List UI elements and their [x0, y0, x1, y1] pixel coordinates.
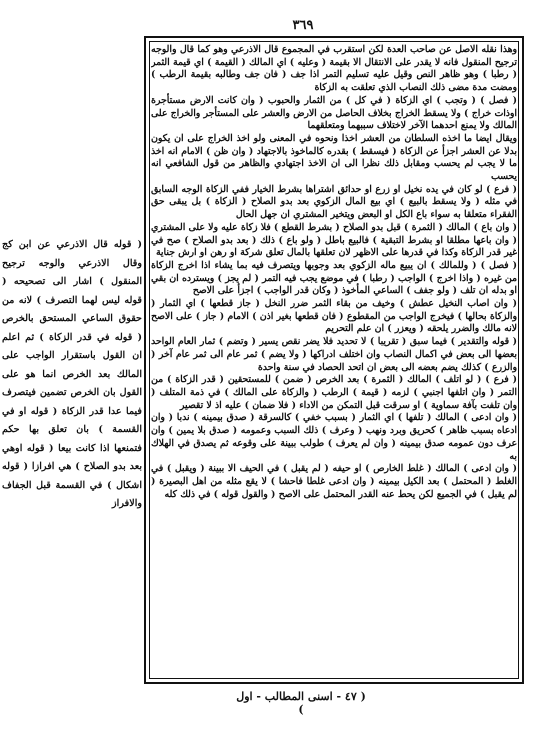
- main-paragraph: وهذا نقله الاصل عن صاحب العدة لكن استقرب في المجموع قال الاذرعي وهو كما قال والوجه ترجيح المنقول فانه لا يقدر على الانتقال الا بقيمة ( وعليه ) اي المالك ( القيمة ) اي قيمة الثمر ( رطبا ) وهو ظاهر النص وقيل عليه تسليم التمر اذا جف ( فان جف وطالبه بقيمة الرطب ) ومضت مدة مضى ذلك النصاب الذي تعلقت به الزكاة: [151, 44, 517, 94]
- main-paragraph: ( وان باع ) المالك ( الثمرة ) قبل بدو الصلاح ( بشرط القطع ) فلا زكاة عليه ولا على المشتري ( وان باعها مطلقا او بشرط التبقية ) فالبيع باطل ( ولو باع ) ذلك ( بعد بدو الصلاح ) صح في غير قدر الزكاة وكذا في قدرها على الاظهر لان تعلقها بالمال تعلق شركة او رهن او ارش جناية: [151, 221, 517, 259]
- main-paragraph: ( وان ادعى ) المالك ( تلفها ) اي الثمار ( بسبب خفي ) كالسرقة ( صدق بيمينه ) ندبا ( وان ادعاه بسبب ظاهر ) كحريق وبرد ونهب ( وعرف ) ذلك السبب وعمومه ( صدق بلا يمين ) وان عرف دون عمومه صدق بيمينه ( وان لم يعرف ) طولب ببينة على وقوعه ثم يصدق في الهلاك به: [151, 412, 517, 462]
- main-text-block: [151, 44, 517, 678]
- main-paragraph: ويقال ايضا ما اخذه السلطان من العشر اخذا ونحوه في المعنى ولو اخذ الخراج على ان يكون بدلا عن العشر اجزأ عن الزكاة ( فيسقط ) بقدره كالماخوذ بالاجتهاد ( وان ظن ) الامام انه اخذ ما لا يجب لم يحسب ومقابل ذلك نظرا الى ان الاخذ اجتهادي والظاهر من قول الشافعي انه يحسب: [151, 132, 517, 183]
- footer-signature: ( ٤٧ - اسنى المطالب - اول ): [236, 690, 366, 716]
- main-paragraph: ( فصل ) ( وللمالك ) ان يبيع ماله الزكوي بعد وجوبها ويتصرف فيه بما يشاء اذا اخرج الزكاة من غيره ( واذا اخرج ) الواجب ( رطبا ) في موضع يجب فيه التمر ( لم يجز ) ويسترده ان بقي او بدله ان تلف ( ولو جفف ) الساعي المأخوذ ( وكان قدر الواجب ) اجزأ على الاصح: [151, 259, 517, 297]
- main-paragraph: ( قوله والتقدير ) فيما سبق ( تقريبا ) لا تحديد فلا يضر نقص يسير ( وتضم ) ثمار العام الواحد بعضها الى بعض في اكمال النصاب وان اختلف ادراكها ( ولا يضم ) ثمر عام الى ثمر عام آخر ( والزرع ) كذلك يضم بعضه الى بعض ان اتحد الحصاد في سنة واحدة: [151, 336, 517, 373]
- margin-commentary-text: ( قوله قال الاذرعي عن ابن كج وقال الاذرعي والوجه ترجيح المنقول ) اشار الى تصحيحه ( قوله ليس لهما التصرف ) لانه من حقوق الساعي المستحق بالخرص ( قوله في قدر الزكاة ) ثم اعلم ان القول باستقرار الواجب على المالك بعد الخرص انما هو على القول بان الخرص تضمين فيتصرف فيما عدا قدر الزكاة ( قوله او في القسمة ) بان تعلق بها حكم فتمنعها اذا كانت بيعا ( قوله اوهي بعد بدو الصلاح ) هي افرازا ( قوله اشكال ) في القسمة قبل الجفاف والافراز: [2, 239, 142, 509]
- main-paragraph: ( فرع ) لو كان في يده نخيل او زرع او حدائق اشتراها بشرط الخيار ففي الزكاة الوجه السابق في مثله ( ولا يسقط بالبيع ) اي بيع المال الزكوي بعد بدو الصلاح ( الزكاة ) بل يبقى حق الفقراء متعلقا به سواء باع الكل او البعض ويتخير المشتري ان جهل الحال: [151, 183, 517, 221]
- margin-commentary: [2, 236, 142, 616]
- main-paragraph: ( وان اصاب النخيل عطش ) وخيف من بقاء الثمر ضرر النخل ( جاز قطعها ) اي الثمار ( والزكاة بحالها ) فيخرج الواجب من المقطوع ( فان قطعها بغير اذن ) الامام ( جاز ) على الاصح لانه مالك والضرر يلحقه ( ويعزر ) ان علم التحريم: [151, 298, 517, 335]
- main-paragraph: ( وان ادعى ) المالك ( غلط الخارص ) او حيفه ( لم يقبل ) في الحيف الا ببينة ( ويقبل ) في الغلط ( المحتمل ) بعد الكيل بيمينه ( وان ادعى غلطا فاحشا ) لا يقع مثله من اهل البصيرة ( لم يقبل ) في الجميع لكن يحط عنه القدر المحتمل على الاصح ( والقول قوله ) في ذلك كله: [151, 463, 517, 500]
- main-paragraph: ( فصل ) ( وتجب ) اي الزكاة ( في كل ) من الثمار والحبوب ( وان كانت الارض مستأجرة اوذات خراج ) ولا يسقط الخراج بخلاف الحاصل من الارض والعشر على المستأجر والخراج على المالك ولا يمنع احدهما الآخر لاختلاف سببهما ومتعلقهما: [151, 94, 517, 132]
- page-number: ٣٦٩: [292, 18, 314, 33]
- main-paragraph: ( فرع ) ( لو اتلف ) المالك ( الثمرة ) بعد الخرص ( ضمن ) للمستحقين ( قدر الزكاة ) من التمر ( وان اتلفها اجنبي ) لزمه ( قيمة ) الرطب ( والزكاة على المالك ) في ذمة المتلف ( وان تلفت بآفة سماوية ) او سرقت قبل التمكن من الاداء ( فلا ضمان ) عليه اذ لا تقصير: [151, 374, 517, 411]
